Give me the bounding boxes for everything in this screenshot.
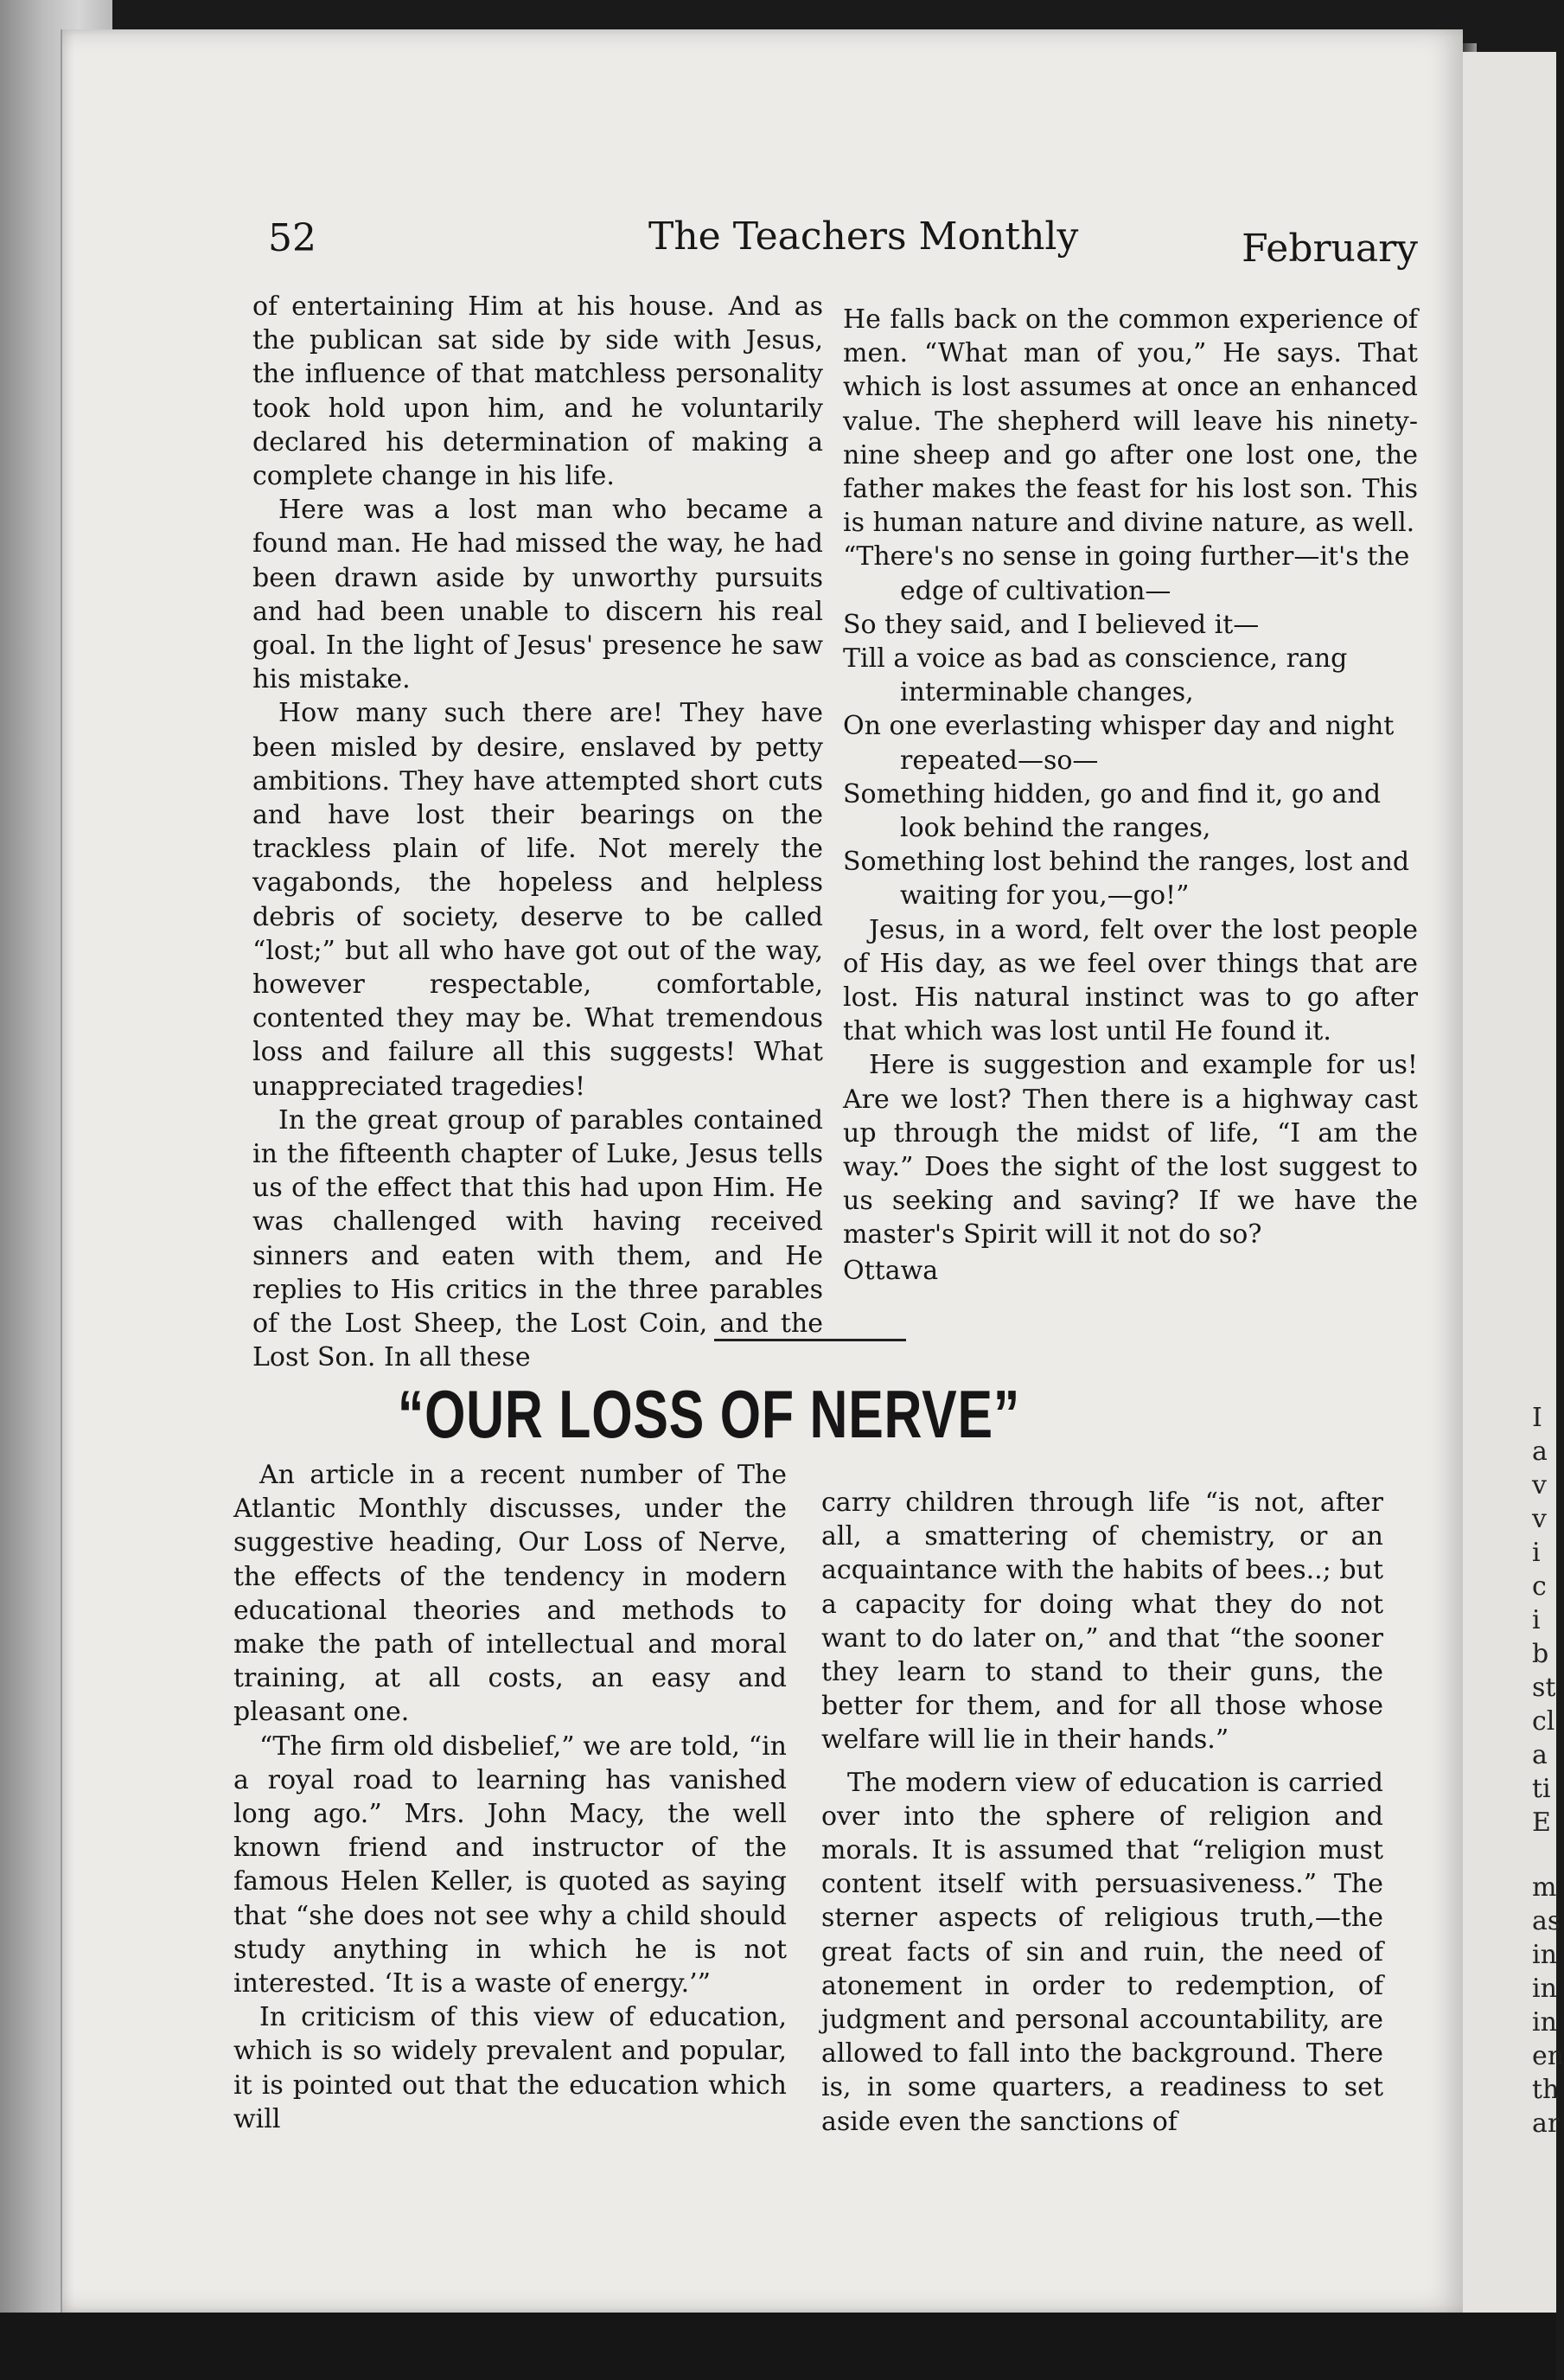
journal-title: The Teachers Monthly bbox=[648, 214, 1079, 259]
poem-line: So they said, and I believed it— bbox=[843, 609, 1260, 640]
column-right-top bbox=[843, 303, 1418, 1288]
poem-line: “There's no sense in going further—it's the edge of cultivation— bbox=[843, 541, 1410, 606]
paragraph: Here is suggestion and example for us! Are we lost? Then there is a highway cast up through the midst of life, “I am the way.” Does the sight of the lost suggest to us seeking and saving? If we have the master's Spirit will it not do so? bbox=[843, 1050, 1418, 1251]
paragraph: Jesus, in a word, felt over the lost people of His day, as we feel over things that are lost. His natural instinct was to go after that which was lost until He found it. bbox=[843, 914, 1418, 1047]
paragraph: “The firm old disbelief,” we are told, “in a royal road to learning has vanished long ago.” Mrs. John Macy, the well known friend and instructor of the famous Helen Keller, is quoted as saying that “she does not see why a child should study anything in which he is not interested. ‘It is a waste of energy.’” bbox=[233, 1731, 787, 1999]
place-signature: Ottawa bbox=[843, 1255, 939, 1286]
article-title: “OUR LOSS OF NERVE” bbox=[397, 1376, 1021, 1452]
running-header bbox=[268, 216, 1418, 277]
issue-month: February bbox=[1242, 227, 1418, 271]
poem-quotation bbox=[843, 540, 1418, 912]
paragraph: How many such there are! They have been misled by desire, enslaved by petty ambitions. They have attempted short cuts and have lost their bearings on the trackless plain of life. Not merely the vagabonds, the hopeless and helpless debris of society, deserve to be called “lost;” but all who have got out of the way, however respectable, comfortable, contented they may be. What tremendous loss and failure all this suggests! What unappreciated tragedies! bbox=[252, 698, 823, 1102]
poem-line: On one everlasting whisper day and night repeated—so— bbox=[843, 711, 1395, 776]
poem-line: Something lost behind the ranges, lost and waiting for you,—go!” bbox=[843, 847, 1410, 912]
column-left-bottom bbox=[233, 1458, 787, 2136]
section-divider bbox=[714, 1339, 906, 1341]
column-right-bottom bbox=[821, 1486, 1383, 2139]
paragraph: The modern view of education is carried over into the sphere of religion and morals. It is assumed that “religion must content itself with persuasiveness.” The sterner aspects of religious truth,—the great facts of sin and ruin, the need of atonement in order to redemption, of judgment and personal accountability, are allowed to fall into the background. There is, in some quarters, a readiness to set aside even the sanctions of bbox=[821, 1767, 1383, 2137]
paragraph: He falls back on the common experience of men. “What man of you,” He says. That which is lost assumes at once an enhanced value. The shepherd will leave his ninety-nine sheep and go after one lost one, the father makes the feast for his lost son. This is human nature and divine nature, as well. bbox=[843, 304, 1418, 539]
paragraph: of entertaining Him at his house. And as the publican sat side by side with Jesus, the influence of that matchless personality took hold upon him, and he voluntarily declared his determination of making a complete change in his life. bbox=[252, 291, 823, 492]
paragraph: In criticism of this view of education, which is so widely prevalent and popular, it is pointed out that the education which will bbox=[233, 2002, 787, 2134]
column-left-top bbox=[252, 290, 823, 1375]
facing-page-text-fragment: I a v v i c i b st cl a ti E m as in in in en th ar bbox=[1532, 1403, 1564, 2139]
paragraph: In the great group of parables contained in the fifteenth chapter of Luke, Jesus tells us of the effect that this had upon Him. He was challenged with having received sinners and eaten with them, and He replies to His critics in the three parables of the Lost Sheep, the Lost Coin, and the Lost Son. In all these bbox=[252, 1104, 823, 1373]
paragraph: An article in a recent number of The Atlantic Monthly discusses, under the suggestive heading, Our Loss of Nerve, the effects of the tendency in modern educational theories and methods to make the path of intellectual and moral training, at all costs, an easy and pleasant one. bbox=[233, 1460, 787, 1728]
page-number: 52 bbox=[268, 216, 316, 260]
paragraph: carry children through life “is not, after all, a smattering of chemistry, or an acquaintance with the habits of bees..; but a capacity for doing what they do not want to do later on,” and that “the sooner they learn to stand to their guns, the better for them, and for all those whose welfare will lie in their hands.” bbox=[821, 1488, 1383, 1756]
poem-line: Something hidden, go and find it, go and look behind the ranges, bbox=[843, 778, 1382, 844]
scan-bottom-border bbox=[0, 2313, 1556, 2380]
poem-line: Till a voice as bad as conscience, rang interminable changes, bbox=[843, 643, 1348, 708]
paragraph: Here was a lost man who became a found man. He had missed the way, he had been drawn aside by unworthy pursuits and had been unable to discern his real goal. In the light of Jesus' presence he saw his mistake. bbox=[252, 495, 823, 695]
